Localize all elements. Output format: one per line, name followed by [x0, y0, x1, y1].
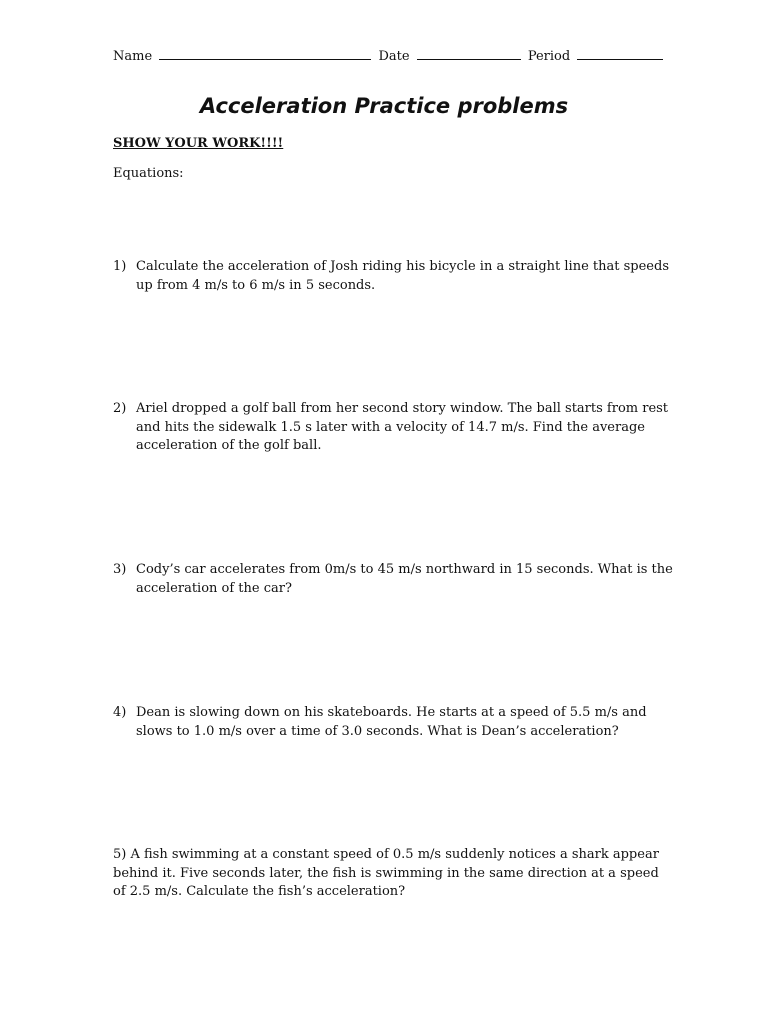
problem-4	[113, 704, 673, 741]
header-row	[113, 47, 666, 66]
problem-text: Calculate the acceleration of Josh riding his bicycle in a straight line that speeds up from 4 m/s to 6 m/s in 5 seconds.	[136, 259, 669, 293]
problem-number: 5)	[113, 847, 127, 862]
date-label: Date	[378, 49, 410, 64]
equations-label: Equations:	[113, 166, 184, 181]
problem-1	[113, 258, 673, 295]
problem-text: A fish swimming at a constant speed of 0.5 m/s suddenly notices a shark appear behind it. Five seconds later, the fish is swimming in the same direction at a speed of 2.5 m/s. Calculate the fish’s acceleration?	[113, 847, 659, 899]
period-label: Period	[527, 49, 571, 64]
name-label: Name	[113, 49, 153, 64]
instruction-text: SHOW YOUR WORK!!!!	[113, 136, 284, 151]
problem-3	[113, 561, 673, 598]
problem-text: Dean is slowing down on his skateboards. He starts at a speed of 5.5 m/s and slows to 1.0 m/s over a time of 3.0 seconds. What is Dean’s acceleration?	[136, 705, 647, 739]
problem-number: 3)	[113, 562, 127, 577]
period-blank-line	[577, 47, 663, 60]
date-blank-line	[417, 47, 521, 60]
problem-text: Ariel dropped a golf ball from her second story window. The ball starts from rest and hits the sidewalk 1.5 s later with a velocity of 14.7 m/s. Find the average acceleration of the golf ball.	[136, 401, 669, 453]
problem-number: 4)	[113, 705, 127, 720]
problem-number: 1)	[113, 259, 127, 274]
problem-number: 2)	[113, 401, 127, 416]
page-title: Acceleration Practice problems	[199, 94, 569, 118]
problem-2	[113, 400, 673, 456]
name-blank-line	[159, 47, 371, 60]
problem-5	[113, 846, 673, 902]
problem-text: Cody’s car accelerates from 0m/s to 45 m/s northward in 15 seconds. What is the acceleration of the car?	[136, 562, 673, 596]
